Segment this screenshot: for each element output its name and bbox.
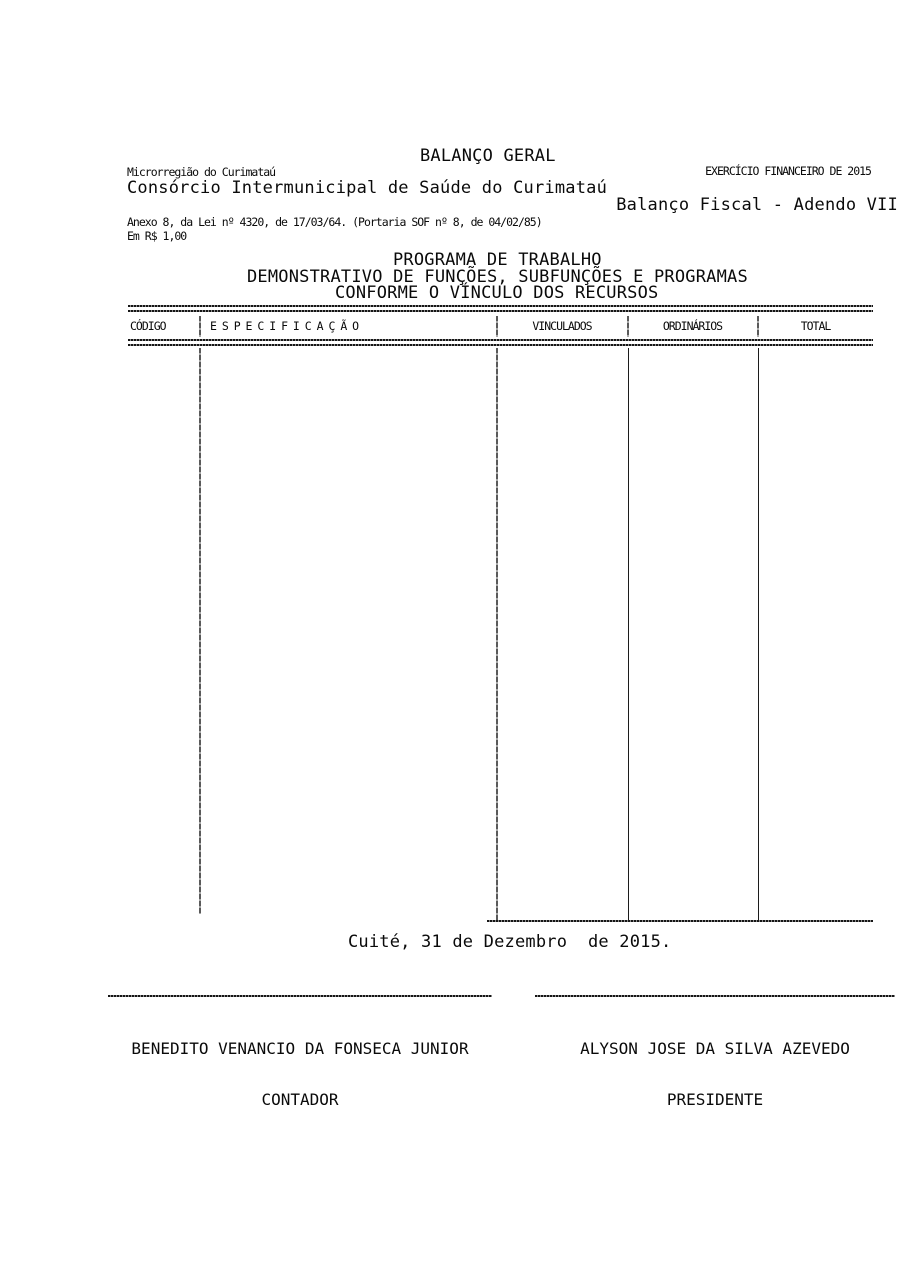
header-separator-4 [757, 316, 759, 337]
section-title-line3: CONFORME O VÍNCULO DOS RECURSOS [335, 283, 659, 303]
signer-name: BENEDITO VENANCIO DA FONSECA JUNIOR [131, 1039, 469, 1058]
table-top-rule [128, 305, 873, 312]
column-header-vinculados: VINCULADOS [532, 319, 592, 333]
fiscal-year-label: EXERCÍCIO FINANCEIRO DE 2015 [705, 164, 871, 178]
section-title-line2: DEMONSTRATIVO DE FUNÇÕES, SUBFUNÇÕES E PROGRAMAS [247, 267, 748, 287]
entity-name: Consórcio Intermunicipal de Saúde do Curimataú [127, 178, 608, 198]
signer-name: ALYSON JOSE DA SILVA AZEVEDO [580, 1039, 850, 1058]
report-name: Balanço Fiscal - Adendo VII [616, 195, 898, 215]
header-separator-3 [627, 316, 629, 337]
signature-line-left [108, 995, 492, 997]
table-header-bottom-rule [128, 339, 873, 346]
header-separator-2 [496, 316, 498, 337]
signature-block-contador [108, 1006, 492, 1142]
currency-note: Em R$ 1,00 [127, 229, 187, 243]
column-header-total: TOTAL [800, 319, 831, 333]
body-column-line-ordinarios [628, 348, 629, 920]
column-header-ordinarios: ORDINÁRIOS [662, 319, 723, 333]
body-column-line-especificacao [199, 348, 201, 914]
signer-role: CONTADOR [261, 1090, 339, 1109]
body-column-line-total [758, 348, 759, 920]
page-title: BALANÇO GERAL [420, 146, 556, 166]
date-line: Cuité, 31 de Dezembro de 2015. [348, 932, 672, 952]
column-header-especificacao: E S P E C I F I C A Ç Ã O [210, 319, 359, 333]
signature-block-presidente [535, 1006, 895, 1142]
section-title-line1: PROGRAMA DE TRABALHO [393, 250, 602, 270]
signer-role: PRESIDENTE [666, 1090, 764, 1109]
column-header-codigo: CÓDIGO [130, 319, 166, 333]
body-column-line-vinculados [496, 348, 498, 920]
legal-reference: Anexo 8, da Lei nº 4320, de 17/03/64. (Portaria SOF nº 8, de 04/02/85) [127, 215, 542, 229]
table-bottom-sum-line [487, 920, 873, 922]
entity-subtitle: Microrregião do Curimataú [127, 165, 276, 179]
header-separator-1 [199, 316, 201, 337]
signature-line-right [535, 995, 895, 997]
